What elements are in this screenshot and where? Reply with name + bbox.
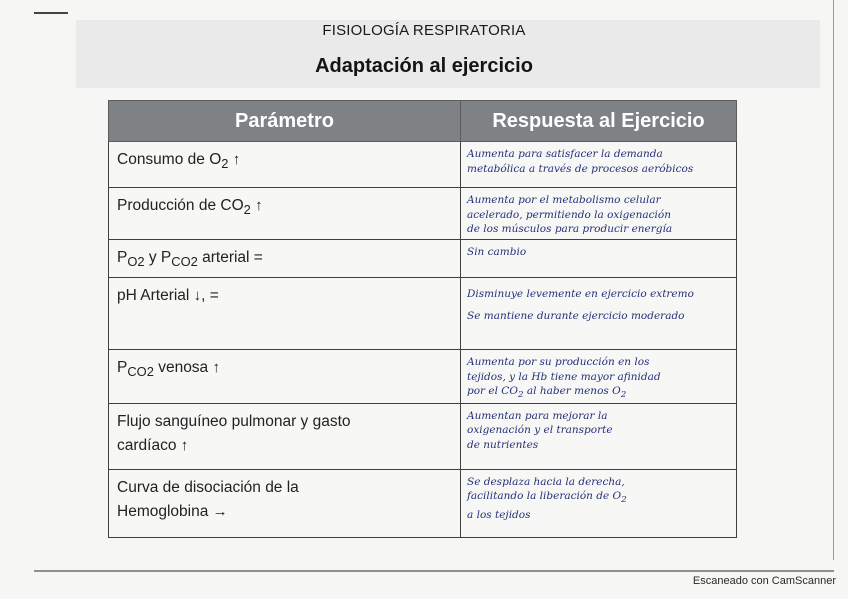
parameter-label: pH Arterial ↓, = [117,287,219,304]
response-line: Aumenta por el metabolismo celular [467,194,661,206]
parameter-label: Curva de disociación de la Hemoglobina → [117,478,299,520]
response-cell [461,188,737,240]
parameter-label: Flujo sanguíneo pulmonar y gasto cardíaco ↑ [117,412,351,454]
response-cell [461,350,737,404]
parameter-cell [109,278,461,350]
response-line: de nutrientes [467,438,539,451]
parameter-label: $P_{CO2}$ venosa ↑ [117,359,220,380]
response-line: acelerado, permitiendo la oxigenación [467,208,671,221]
parameter-cell [109,188,461,240]
parameter-cell [109,403,461,469]
adaptation-table [108,100,737,538]
table-row [109,188,737,240]
table-row [109,142,737,188]
handwritten-response [461,404,736,453]
response-cell [461,278,737,350]
scanner-watermark: Escaneado con CamScanner [692,575,836,587]
parameter-label: Consumo de $O_2$ ↑ [117,151,241,172]
response-line: Aumenta por su producción en los [467,356,650,368]
response-line: Aumentan para mejorar la [467,409,608,422]
scan-edge-mark [34,12,68,14]
response-cell [461,403,737,469]
table-header-row [109,101,737,142]
response-line: Se mantiene durante ejercicio moderado [467,310,685,322]
page-title: Adaptación al ejercicio [315,55,533,77]
response-line: Se desplaza hacia la derecha, [467,475,625,488]
parameter-label: Producción de $CO_2$ ↑ [117,197,263,218]
response-cell [461,142,737,188]
table-row [109,403,737,469]
response-line: Sin cambio [467,246,527,258]
scan-edge-right [833,0,834,560]
table-row [109,469,737,537]
handwritten-response [461,278,736,327]
column-header-response: Respuesta al Ejercicio [461,101,737,142]
response-line: a los tejidos [467,508,531,521]
handwritten-response [461,188,736,237]
response-line: Disminuye levemente en ejercicio extremo [467,288,694,300]
response-cell [461,240,737,278]
parameter-cell [109,142,461,188]
subject-heading: FISIOLOGÍA RESPIRATORIA [322,22,526,39]
handwritten-response [461,470,736,523]
response-line: Aumenta para satisfacer la demanda [467,148,663,160]
parameter-cell [109,469,461,537]
response-line: facilitando la liberación de $O_2$ [467,490,627,506]
response-line: tejidos, y la Hb tiene mayor afinidad [467,370,661,383]
parameter-cell [109,350,461,404]
response-line: por el $CO_2$ al haber menos $O_2$ [467,385,627,401]
handwritten-response [461,240,736,260]
parameter-label: $P_{O2}$ y $P_{CO2}$ arterial = [117,249,263,270]
parameter-cell [109,240,461,278]
table-row [109,240,737,278]
response-line: metabólica a través de procesos aeróbicos [467,162,694,175]
table-row [109,278,737,350]
handwritten-response [461,142,736,176]
scan-edge-bottom [34,570,834,572]
handwritten-response [461,350,736,403]
column-header-parameter: Parámetro [109,101,461,142]
response-cell [461,469,737,537]
response-line: de los músculos para producir energía [467,223,673,235]
response-line: oxigenación y el transporte [467,424,613,437]
table-row [109,350,737,404]
